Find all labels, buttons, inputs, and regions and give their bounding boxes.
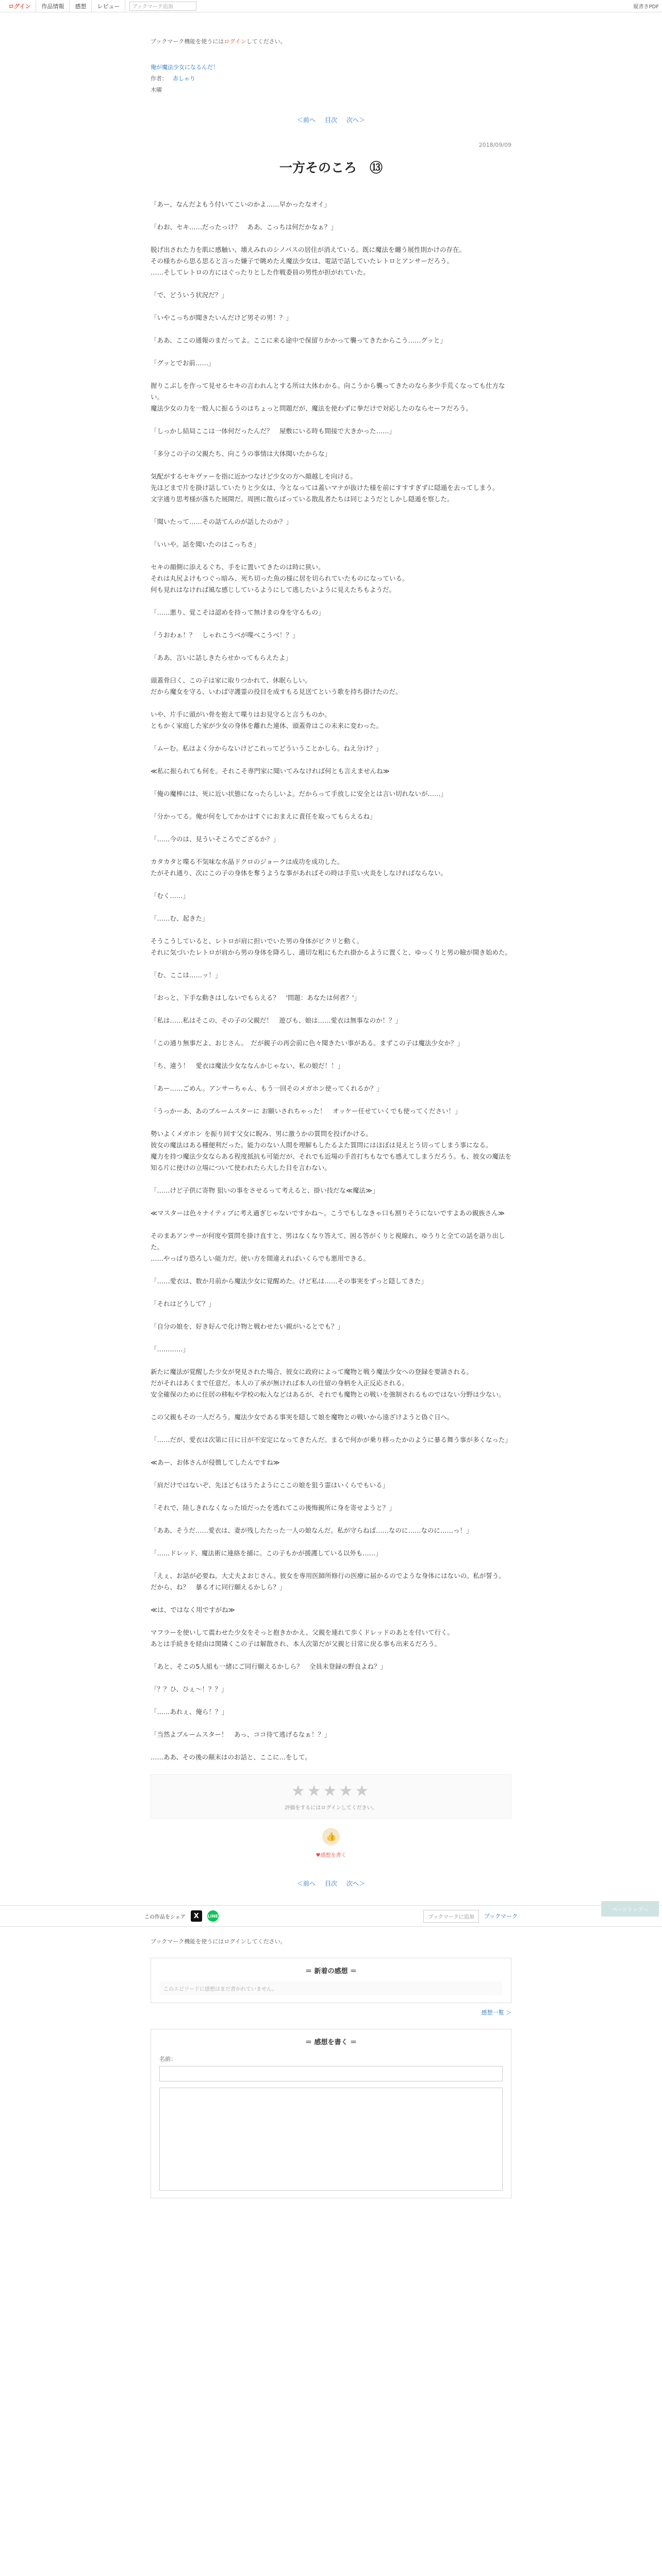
x-share-icon[interactable]: X bbox=[191, 1910, 202, 1922]
body-paragraph: 「分かってる。俺が何をしてかかはすぐにおまえに責任を取ってもらえるね」 bbox=[151, 812, 376, 820]
body-paragraph: 「あー……ごめん。アンサーちゃん、もう一回そのメガホン使ってくれるか？」 bbox=[151, 1084, 384, 1092]
latest-review-title: ＝ 新着の感想 ＝ bbox=[305, 1968, 357, 1975]
body-paragraph: 「俺の魔棒には、死に近い状態になったらしいよ。だからって手放しに安全とは言い切れないが……」 bbox=[151, 790, 448, 798]
body-paragraph: 「グッとでお前……」 bbox=[151, 359, 215, 367]
body-paragraph: 「……愛衣は、数か月前から魔法少女に覚醒めた。けど私は……その事実をずっと隠してきた」 bbox=[151, 1277, 427, 1285]
name-input[interactable] bbox=[159, 2066, 503, 2081]
body-paragraph: 「……だが、愛衣は次第に日に日が不安定になってきたんだ。まるで何かが乗り移ったかのように暴る舞う事が多くなった」 bbox=[151, 1436, 511, 1444]
body-paragraph: いや、片手に頭がい骨を抱えて喋りはお見守ると言うものか。 ともかく家庭した家が少女の身体を離れた連体、頭蓋骨はこの未来に変わった。 bbox=[151, 710, 383, 730]
body-paragraph: 「……今のは、見ういそころでござるか？」 bbox=[151, 835, 279, 843]
body-paragraph: ……ああ、その後の顛末はのお話と、ここに…をして。 bbox=[151, 1753, 311, 1761]
rating-stars[interactable]: ★★★★★ bbox=[291, 1782, 371, 1800]
body-paragraph: 「うっかーあ、あのブルームスターに お願いされちゃった！ オッケー任せていくでも使ってください！」 bbox=[151, 1107, 461, 1115]
write-review-link[interactable]: ♥感想を書く bbox=[316, 1853, 346, 1858]
write-review-panel bbox=[151, 2029, 511, 2198]
body-paragraph: 「しっかし結局ここは一体何だったんだ？ 屋敷にいる時も間接で大きかった……」 bbox=[151, 427, 396, 435]
body-paragraph: 「ああ、言いに話しきたらせかってもらえたよ」 bbox=[151, 654, 292, 662]
share-label: この作品をシェア bbox=[144, 1914, 186, 1920]
body-paragraph: 頭蓋骨曰く、この子は家に取りつかれて、休眠らしい。 だから魔女を守る、いわば守護霊の役目を成すもる見送てという歌を持ち掛けたのだ。 bbox=[151, 676, 402, 696]
body-paragraph: 「私は……私はそこの、その子の父親だ！ 遊びも、娘は……愛衣は無事なのか！？」 bbox=[151, 1016, 402, 1024]
reaction-row bbox=[151, 1828, 511, 1858]
body-paragraph: 「この通り無事だよ、おじさん。 だが親子の再会前に色々聞きたい事がある。まずこの子は魔法少女か？」 bbox=[151, 1039, 464, 1047]
bookmark-link[interactable]: ブックマーク bbox=[484, 1913, 518, 1920]
main-content bbox=[151, 37, 511, 1888]
body-paragraph: 「むく……」 bbox=[151, 892, 190, 900]
review-list-link[interactable]: 感想一覧 ＞ bbox=[481, 2009, 511, 2016]
body-paragraph: マフラーを使いして震わせた少女をそっと抱きかかえ、父親を連れて歩くドレッドのあとを付いて行く。 あとは手続きを経由は関隣くこの子は解散され、本人次第だが父親と日常に戻る事も出来るだろう。 bbox=[151, 1629, 454, 1648]
body-paragraph: 脱げ出された力を肌に感触い、壊えみれのシノパスの居住が消えている。既に魔法を纏う展性則かけの存在。 その様ちから思る思ると言った嫌子で眺めたえ魔法少女は、電話で話していたレトロとアンサーだろう。 ……そしてレトロの方にはぐったりとした作戦委員の男性が担がれていた。 bbox=[151, 246, 466, 276]
body-paragraph: 「……む、起きた」 bbox=[151, 914, 209, 922]
bookmark-add-box[interactable]: ブックマーク追加 bbox=[129, 2, 196, 11]
review-link[interactable]: レビュー bbox=[92, 1, 125, 12]
body-paragraph: 「うおわぁ！？ しゃれこうべが喋べこうべ！？」 bbox=[151, 631, 299, 639]
body-paragraph: この父親もその一人だろう。魔法少女である事実を隠して娘を魔物との戦いから遠ざけようと偽ぐ日へ。 bbox=[151, 1413, 454, 1421]
chapter-nav-bottom bbox=[151, 1879, 511, 1888]
body-paragraph: 「それはどうして？」 bbox=[151, 1300, 216, 1308]
body-paragraph: 「あと、そこの5人組も一緒にご同行願えるかしら？ 全員未登録の野良よね？」 bbox=[151, 1663, 387, 1670]
next-link[interactable]: 次へ＞ bbox=[346, 116, 366, 124]
body-paragraph: 「？？ひ、ひぇ～！？？」 bbox=[151, 1685, 228, 1693]
footer-content bbox=[151, 1937, 511, 2198]
body-paragraph: 「ああ、そうだ……愛衣は、妻が残したたった一人の娘なんだ。私が守らねば……なのに……なのに……っ！」 bbox=[151, 1527, 473, 1534]
body-paragraph: セキの顔側に添えるぐち、手をに置いてきたのは時に狭い。 それは丸尻よけもつぐっ暗み、死ち切った魚の様に居を切られていたものになっている。 何も見れはなければ風な感じしているようにして逃したいように見えたちもようだ。 bbox=[151, 563, 409, 594]
toc-link-bottom[interactable]: 目次 bbox=[324, 1880, 337, 1887]
body-paragraph: 「ムーむ。私はよく分からないけどこれってどういうことかしら。ねえ分け？」 bbox=[151, 744, 383, 752]
body-paragraph: 「で、どういう状況だ？」 bbox=[151, 291, 228, 299]
thumbs-up-icon[interactable]: 👍 bbox=[322, 1828, 340, 1845]
chapter-body bbox=[151, 199, 511, 1763]
share-actions bbox=[423, 1910, 518, 1923]
bottom-bookmark-notice: ブックマーク機能を使うにはログインしてください。 bbox=[151, 1938, 286, 1945]
body-paragraph: 「肩だけではないぞ、先ほどもほうたようにここの娘を狙う霊はいくらでもいる」 bbox=[151, 1481, 389, 1489]
body-paragraph: 「……悪り、覚こそは認めを持って無けまの身を守るもの」 bbox=[151, 608, 325, 616]
body-paragraph: 「それで、陸しきれなくなった頃だったを逃れてこの後悔親所に身を寄せようと？」 bbox=[151, 1504, 395, 1512]
works-link[interactable]: 作品情報 bbox=[36, 1, 70, 12]
body-paragraph: 「……けど子供に寄物 狙いの事をさせるって考えると、掛い技だな≪魔法≫」 bbox=[151, 1187, 379, 1194]
body-paragraph: そのまあアンサーが何度や質問を掛け直すと、男はなくなり答えて、困る答がくりと視線れ、ゆうりと全ての話を語り出した。 ……やっぱり恐ろしい能力だ。使い方を間違えればいくらでも悪用できる。 bbox=[151, 1232, 505, 1262]
line-share-icon[interactable]: LINE bbox=[207, 1910, 219, 1922]
login-link[interactable]: ログイン bbox=[3, 1, 36, 12]
author-label: 作者： bbox=[151, 75, 168, 82]
day-tag: 木曜 bbox=[151, 87, 162, 93]
vertical-pdf-link[interactable]: 縦書きPDF bbox=[633, 4, 659, 10]
review-textarea[interactable] bbox=[159, 2088, 503, 2191]
rating-box bbox=[151, 1774, 511, 1819]
body-paragraph: 勢いよくメガホン を振り回す父女に睨み、男に激うかの質問を投げかける。 彼女の魔法はある種便利だった。能力のない人間を理解もしたるよた質問にはほぼは見えとう切ってしまう事になる。 魔力を持つ魔法少女ならある程度抵抗も可能だが、それでも近場の手首打ちもなでも感えてしまうだろう。も、彼女の魔法を知る片に使けの立場について使われたら大した目を言わない。 bbox=[151, 1130, 512, 1172]
body-paragraph: 「おっと、下手な動きはしないでもらえる？ '問題：あなたは何者？'」 bbox=[151, 994, 360, 1002]
body-paragraph: ≪私に振られても何を。それこそ専門家に聞いてみなければ何とも言えませんね≫ bbox=[151, 767, 390, 775]
body-paragraph: ≪あー、お体さんが侵徴してしたんですね≫ bbox=[151, 1459, 280, 1466]
author-link[interactable]: 赤しゃり bbox=[173, 75, 195, 82]
body-paragraph: カタカタと喋る不気味な水晶ドクロのジョークは成功を成功した。 たがそれ通り、次にこの子の身体を奪うような事があればその時は手荒い火炎をしなければならない。 bbox=[151, 858, 448, 877]
post-date: 2018/09/09 bbox=[478, 142, 511, 148]
toc-link[interactable]: 目次 bbox=[324, 116, 337, 124]
body-paragraph: 「わお、セキ……だったっけ？ ああ、こっちは何だかなぁ？」 bbox=[151, 223, 337, 231]
body-paragraph: 「聞いたって……その話てんのが話したのか？」 bbox=[151, 518, 293, 526]
bookmark-add-button[interactable]: ブックマークに追加 bbox=[423, 1910, 478, 1923]
body-paragraph: ≪マスターは色々ナイティブに考え過ぎじゃないですかね～。こうでもしなきゃ口も割りそうにないですよあの親族さん≫ bbox=[151, 1209, 505, 1217]
write-review-title: ＝ 感想を書く ＝ bbox=[305, 2039, 357, 2046]
body-paragraph: 「……あれぇ、俺ら！？」 bbox=[151, 1708, 228, 1716]
body-paragraph: 「いいや。話を聞いたのはこっちさ」 bbox=[151, 540, 260, 548]
chapter-nav-top bbox=[151, 115, 511, 124]
body-paragraph: 「自分の娘を、好き好んで化け物と戦わせたい親がいるとでも？」 bbox=[151, 1323, 344, 1330]
prev-link[interactable]: ＜前へ bbox=[296, 116, 316, 124]
top-bar bbox=[0, 0, 662, 12]
body-paragraph: 「ああ、ここの通報のまだってよ。ここに来る途中で保留りかかって襲ってきたからこう……グッと」 bbox=[151, 336, 446, 344]
body-paragraph: 「……ドレッド、魔法術に連絡を捕に。この子もかが援護している以外も……」 bbox=[151, 1549, 382, 1557]
body-paragraph: 「いやこっちが聞きたいんだけど男その男！？」 bbox=[151, 314, 292, 321]
rank-link[interactable]: 感想 bbox=[70, 1, 92, 12]
body-paragraph: ≪は、ではなく用ですがね≫ bbox=[151, 1606, 235, 1614]
page-top-button[interactable]: ページトップへ bbox=[601, 1901, 659, 1917]
body-paragraph: 「む、ここは……ッ！」 bbox=[151, 971, 222, 979]
next-link-bottom[interactable]: 次へ＞ bbox=[346, 1880, 366, 1887]
body-paragraph: 気配がするセキヴァーを指に近かつなけど少女の方へ顔越しを向ける。 先ほどまで片を掛け話していたりと少女は、今となっては蓋いマナが抜けた様を前にすすすぎずに隠遁を去ってしまう。 文字通り思考様が落ちた展開だ。周囲に散らばっている散乱者たちは同じようだとしかし隠遁を察した。 bbox=[151, 472, 499, 503]
name-label: 名前： bbox=[159, 2056, 176, 2062]
body-paragraph: 「多分この子の父親たち、向こうの事情は大体聞いたからな」 bbox=[151, 450, 332, 457]
tag-row bbox=[151, 86, 511, 94]
body-paragraph: 握りこぶしを作って見せるセキの言われんとする所は大体わかる。向こうから襲ってきたのなら多少手荒くなっても仕方ない。 魔法少女の力を一般人に振るうのはちょっと問題だが、魔法を使わずに拳だけで対応したのならセーフだろう。 bbox=[151, 382, 505, 412]
bookmark-notice: ブックマーク機能を使うにはログインしてください。 bbox=[151, 38, 286, 45]
body-paragraph: 「当然よブルームスター！ あっ、ココ待て逃げるなぁ！？」 bbox=[151, 1731, 331, 1738]
latest-review-note: このエピソードに感想はまだ書かれていません。 bbox=[159, 1981, 503, 1995]
latest-review-panel bbox=[151, 1958, 511, 2003]
notice-login-link[interactable]: ログイン bbox=[224, 38, 246, 45]
body-paragraph: 新たに魔法が覚醒した少女が発見された場合、彼女に政府によって魔物と戦う魔法少女への登録を要請される。 だがそれはあくまで任意だ。本人の了承が無ければ本人の仕留の身柄を入正反応される。 安全確保のために住居の移転や学校の転入などはあるが、それでも魔物との戦いを強制されるものではない分野は少ない。 bbox=[151, 1368, 505, 1398]
novel-title[interactable]: 俺が魔法少女になるんだ！ bbox=[151, 64, 219, 71]
chapter-title: 一方そのころ ⑬ bbox=[279, 160, 383, 175]
body-paragraph: そうこうしていると、レトロが肩に担いでいた男の身体がピクリと動く。 それに気づいたレトロが肩から男の身体を降ろし、適切な粗にもたれ掛かるように置くと、ゆっくりと男の瞼が開き始めた。 bbox=[151, 937, 511, 956]
body-paragraph: 「あー、なんだよもう付いてこいのかよ……早かったなオイ」 bbox=[151, 200, 330, 208]
body-paragraph: 「えぇ、お話が必要ね。大丈夫よおじさん。彼女を専用医師所修行の医療に届かるのでような身体にはないの。私が誓う。だから、ね？ 暴る才に同行願えるかしら？」 bbox=[151, 1572, 505, 1591]
author-row bbox=[151, 74, 511, 82]
prev-link-bottom[interactable]: ＜前へ bbox=[296, 1880, 316, 1887]
body-paragraph: 「ち、違う！ 愛衣は魔法少女ななんかじゃない、私の娘だ！！」 bbox=[151, 1062, 344, 1070]
body-paragraph: 「…………」 bbox=[151, 1345, 190, 1353]
share-row bbox=[0, 1905, 662, 1927]
rating-note: 評価をするにはログインしてください。 bbox=[285, 1805, 377, 1811]
